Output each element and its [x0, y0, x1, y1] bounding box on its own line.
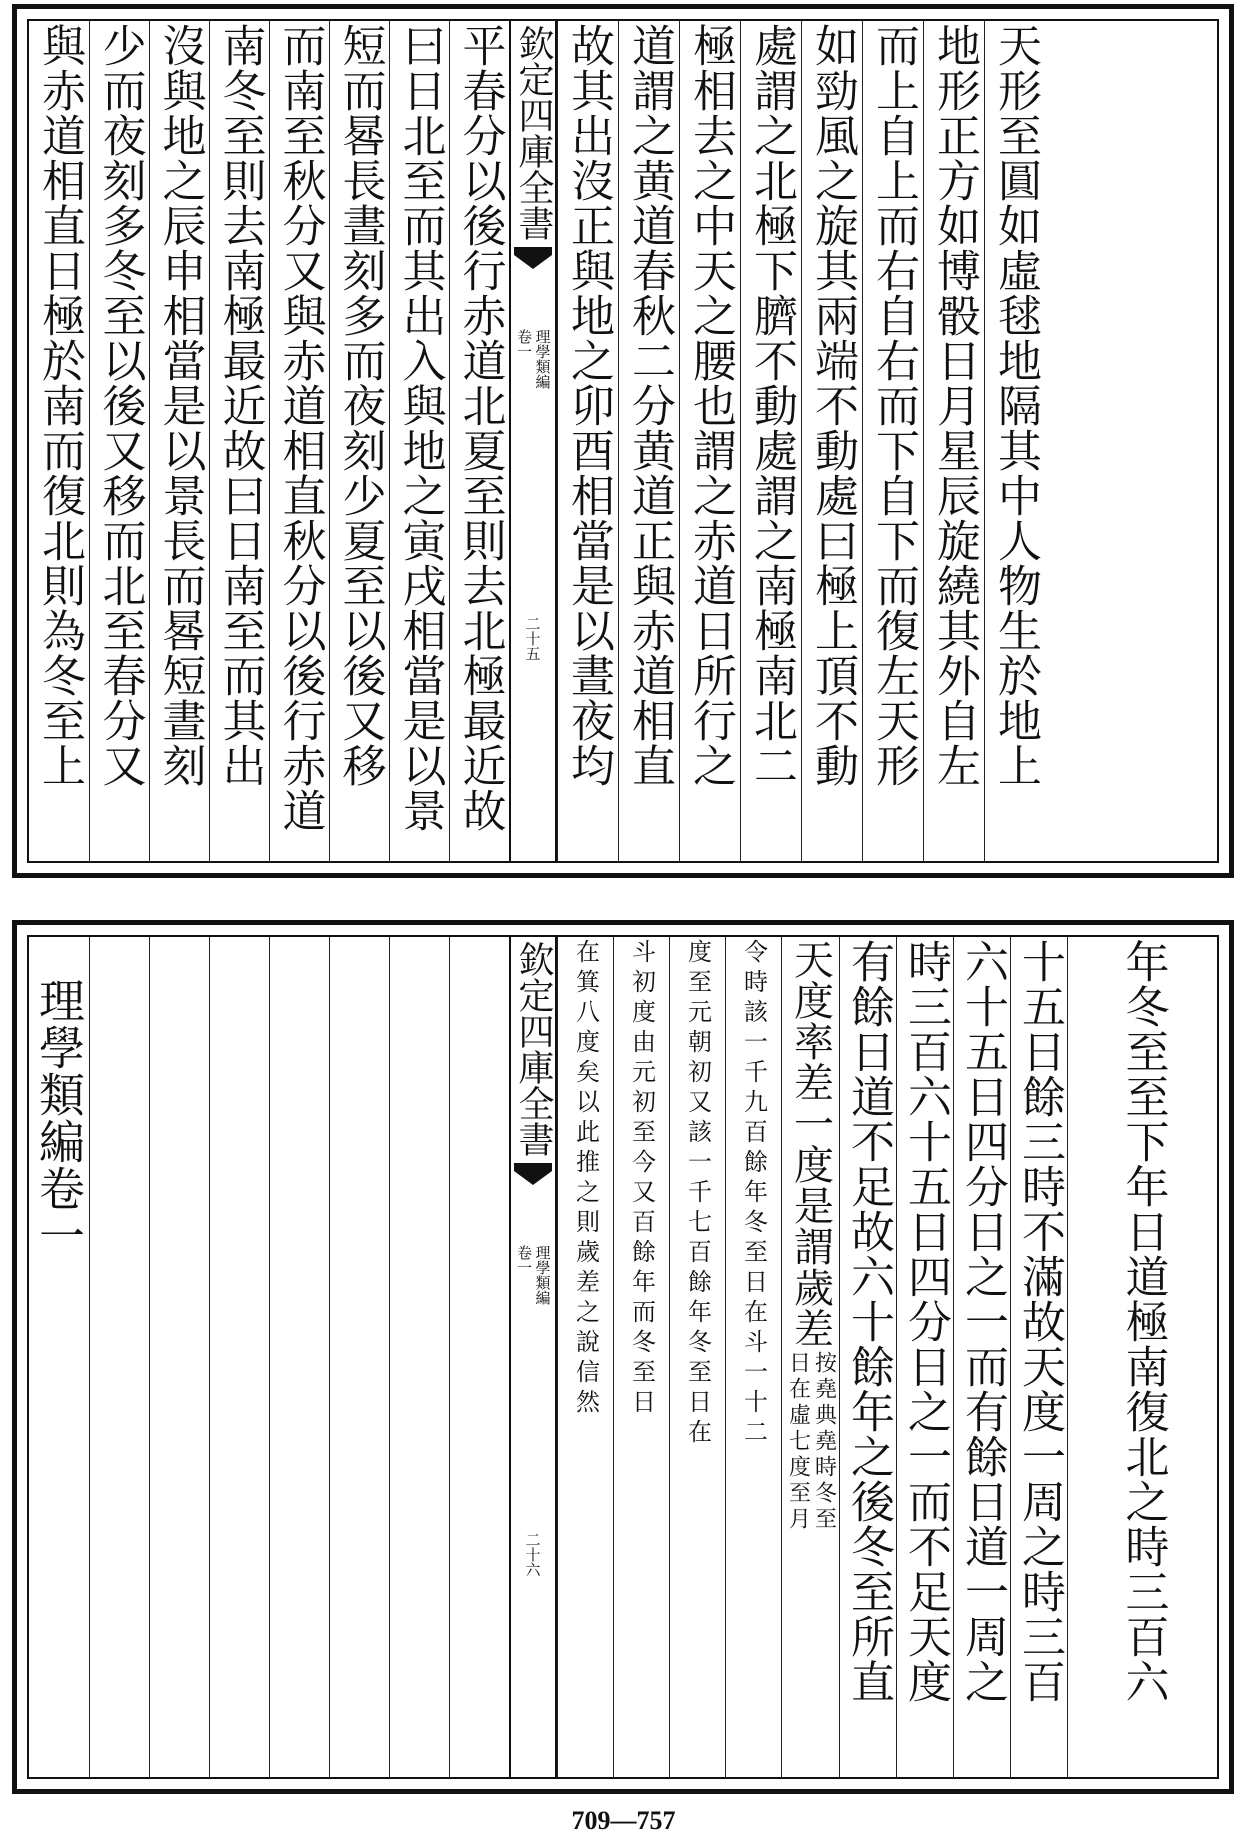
note-text: 在箕八度矣以此推之則歲差之說信然	[571, 939, 600, 1419]
note-left: 日在虛七度至月	[785, 1351, 811, 1533]
column-text: 年冬至至下年日道極南復北之時三百六	[1117, 939, 1169, 1704]
column-text: 而南至秋分又與赤道相直秋分以後行赤道	[274, 23, 326, 833]
book-title: 理學類編	[533, 329, 552, 389]
note-column	[725, 937, 781, 1777]
note-text: 度至元朝初又該一千七百餘年冬至日在	[683, 939, 712, 1449]
column-text: 處謂之北極下臍不動處謂之南極南北二	[746, 23, 797, 788]
note-text: 斗初度由元初至今又百餘年而冬至日	[627, 939, 656, 1419]
text-column	[29, 937, 89, 1777]
book-title: 理學類編	[533, 1245, 552, 1305]
empty-column	[329, 937, 389, 1777]
volume-label: 卷一	[515, 1245, 533, 1275]
column-text: 平春分以後行赤道北夏至則去北極最近故	[454, 23, 506, 833]
text-column	[839, 937, 896, 1777]
bottom-page-body	[29, 937, 1217, 1777]
text-column	[740, 21, 801, 861]
empty-column	[209, 937, 269, 1777]
column-text: 南冬至則去南極最近故曰日南至而其出	[214, 23, 266, 788]
chapter-end-title: 理學類編卷一	[32, 977, 86, 1259]
top-page-panel	[12, 4, 1234, 878]
text-column	[209, 21, 269, 861]
column-text: 十五日餘三時不滿故天度一周之時三百	[1014, 939, 1065, 1704]
text-column	[557, 21, 618, 861]
collection-header: 欽定四庫全書	[513, 941, 554, 1157]
column-text: 六十五日四分日之一而有餘日道一周之	[957, 939, 1008, 1704]
column-text: 如勁風之旋其兩端不動處曰極上頂不動	[807, 23, 858, 788]
fishtail-mark-icon	[514, 247, 552, 269]
collection-header: 欽定四庫全書	[513, 25, 554, 241]
empty-column	[449, 937, 509, 1777]
bottom-page-panel	[12, 920, 1234, 1794]
column-text: 而上自上而右自右而下自下而復左天形	[868, 23, 919, 788]
column-text: 少而夜刻多冬至以後又移而北至春分又	[94, 23, 146, 788]
text-column	[896, 937, 953, 1777]
text-column	[1067, 937, 1217, 1777]
empty-column	[269, 937, 329, 1777]
text-column	[149, 21, 209, 861]
leaf-number: 二十六	[523, 1532, 542, 1577]
text-column	[389, 21, 449, 861]
text-column	[953, 937, 1010, 1777]
book-info	[516, 1245, 551, 1305]
column-text: 沒與地之辰申相當是以景長而晷短晝刻	[154, 23, 206, 788]
column-text: 故其出沒正與地之卯酉相當是以晝夜均	[563, 23, 614, 788]
column-text: 極相去之中天之腰也謂之赤道日所行之	[685, 23, 736, 788]
center-fold-strip	[509, 937, 557, 1777]
inline-note	[787, 1349, 835, 1533]
text-column	[269, 21, 329, 861]
text-column	[329, 21, 389, 861]
leaf-number: 二十五	[523, 616, 542, 661]
fishtail-mark-icon	[514, 1163, 552, 1185]
column-text: 天形至圓如虛毬地隔其中人物生於地上	[990, 23, 1041, 788]
empty-column	[389, 937, 449, 1777]
main-text: 天度率差一度是謂歲差	[787, 939, 834, 1349]
volume-label: 卷一	[515, 329, 533, 359]
note-column	[557, 937, 613, 1777]
note-right: 按堯典堯時冬至	[811, 1351, 837, 1533]
column-text: 道謂之黄道春秋二分黄道正與赤道相直	[624, 23, 675, 788]
text-column	[29, 21, 89, 861]
column-text: 地形正方如博骰日月星辰旋繞其外自左	[929, 23, 980, 788]
text-column	[923, 21, 984, 861]
text-column	[1010, 937, 1067, 1777]
note-column	[669, 937, 725, 1777]
text-column	[862, 21, 923, 861]
annotated-line	[787, 937, 835, 1777]
book-info	[516, 329, 551, 389]
empty-column	[149, 937, 209, 1777]
text-column	[679, 21, 740, 861]
column-text: 與赤道相直日極於南而復北則為冬至上	[34, 23, 85, 788]
center-fold-strip	[509, 21, 557, 861]
column-text: 時三百六十五日四分日之一而不足天度	[900, 939, 951, 1704]
text-column	[618, 21, 679, 861]
text-column	[449, 21, 509, 861]
text-column	[801, 21, 862, 861]
annotated-column	[781, 937, 839, 1777]
note-text: 令時該一千九百餘年冬至日在斗一十二	[739, 939, 768, 1449]
top-page-body	[29, 21, 1217, 861]
page-number: 709—757	[571, 1806, 676, 1835]
text-column	[89, 21, 149, 861]
column-text: 曰日北至而其出入與地之寅戌相當是以景	[394, 23, 446, 833]
column-text: 有餘日道不足故六十餘年之後冬至所直	[843, 939, 894, 1704]
empty-column	[89, 937, 149, 1777]
note-column	[613, 937, 669, 1777]
text-column	[984, 21, 1045, 861]
column-text: 短而晷長晝刻多而夜刻少夏至以後又移	[334, 23, 386, 788]
